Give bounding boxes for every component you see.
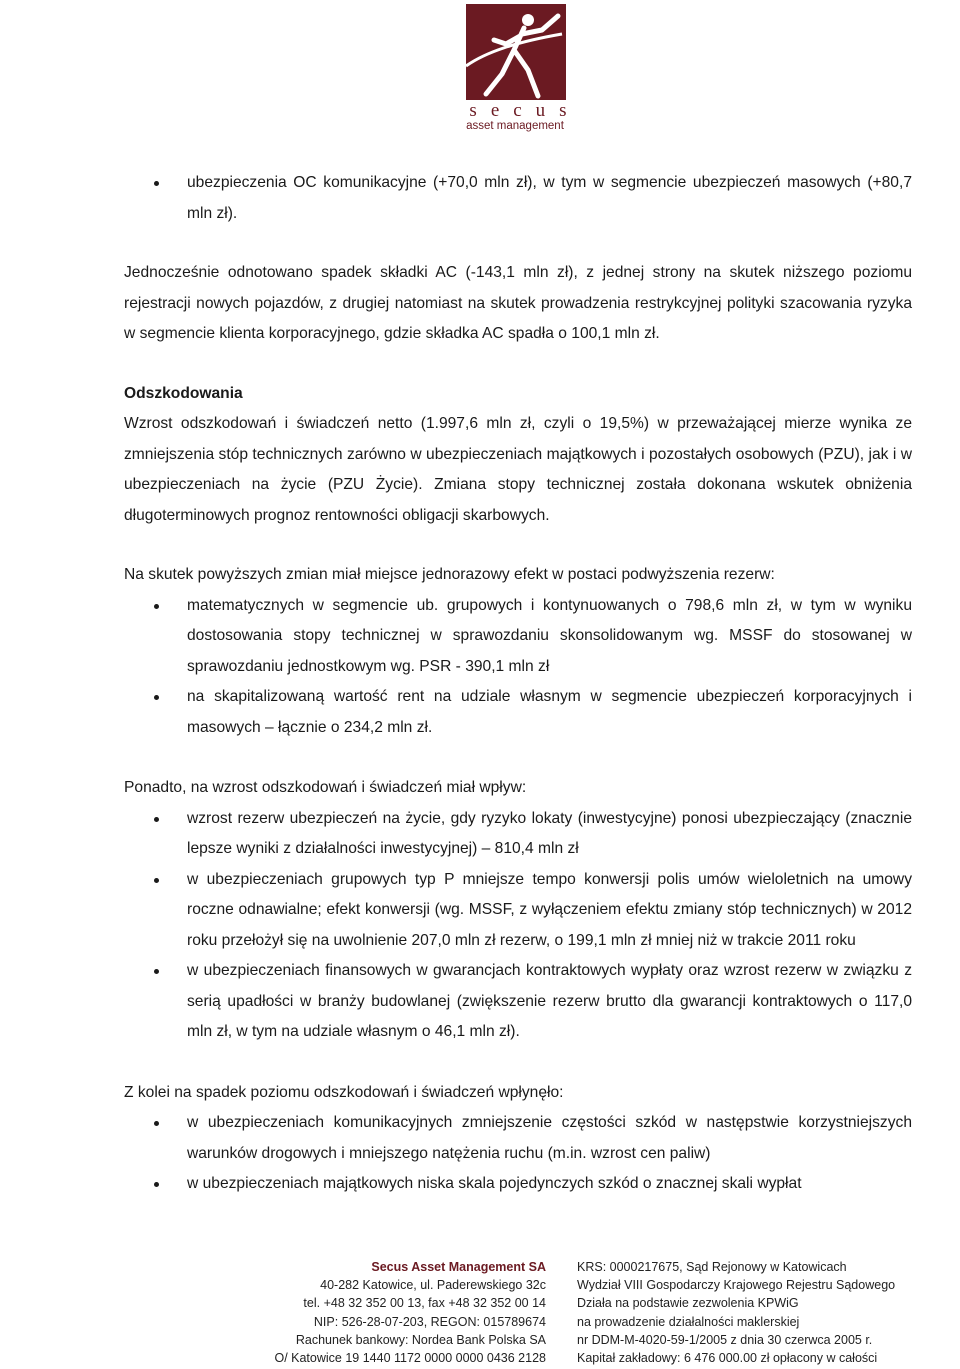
footer-registry-block <box>577 1258 895 1367</box>
paragraph-claims-growth: Wzrost odszkodowań i świadczeń netto (1.997,6 mln zł, czyli o 19,5%) w przeważającej mierze wynika ze zmniejszenia stóp technicznych zarówno w ubezpieczeniach majątkowych i pozostałych osobowych (PZU), jak i w ubezpieczeniach na życie (PZU Życie). Zmiana stopy technicznej została dokonana wskutek obniżenia długoterminowych prognoz rentowności obligacji skarbowych. <box>124 415 912 524</box>
logo-subtitle: asset management <box>466 120 564 132</box>
reserves-bullet-list <box>124 591 912 744</box>
factors-bullet-list <box>124 804 912 1048</box>
intro-bullet-list <box>124 168 912 229</box>
footer-court: Wydział VIII Gospodarczy Krajowego Rejestru Sądowego <box>577 1278 896 1293</box>
footer-company-name: Secus Asset Management SA <box>371 1260 546 1274</box>
footer-address-block <box>274 1258 546 1367</box>
footer-license-number: nr DDM-M-4020-59-1/2005 z dnia 30 czerwca 2005 r. <box>577 1332 873 1347</box>
footer-capital: Kapitał zakładowy: 6 476 000.00 zł opłacony w całości <box>577 1351 878 1366</box>
bullet-icon <box>154 604 159 609</box>
footer-tax-ids: NIP: 526-28-07-203, REGON: 015789674 <box>313 1314 546 1329</box>
bullet-icon <box>154 1121 159 1126</box>
paragraph-ac-premium: Jednocześnie odnotowano spadek składki AC (-143,1 mln zł), z jednej strony na skutek niższego poziomu rejestracji nowych pojazdów, z drugiej natomiast na skutek prowadzenia restrykcyjnej polityki szacowania ryzyka w segmencie klienta korporacyjnego, gdzie składka AC spadła o 100,1 mln zł. <box>124 264 912 342</box>
list-item: w ubezpieczeniach grupowych typ P mniejsze tempo konwersji polis umów wieloletnich na umowy roczne odnawialne; efekt konwersji (wg. MSSF, z wyłączeniem efektu zmiany stóp technicznych) w 2012 roku przełożył się na uwolnienie 207,0 mln zł rezerw, o 199,1 mln zł mniej niż w trakcie 2011 roku <box>124 865 912 957</box>
footer-bank-account: O/ Katowice 19 1440 1172 0000 0000 0436 2128 <box>274 1351 546 1366</box>
paragraph-additional-factors: Ponadto, na wzrost odszkodowań i świadczeń miał wpływ: <box>124 779 527 796</box>
section-heading: Odszkodowania <box>124 384 243 402</box>
footer-license: Działa na podstawie zezwolenia KPWiG <box>577 1296 799 1311</box>
runner-logo-icon <box>466 4 566 100</box>
list-item: w ubezpieczeniach majątkowych niska skala pojedynczych szkód o znacznej skali wypłat <box>124 1169 912 1200</box>
list-item: w ubezpieczeniach finansowych w gwarancjach kontraktowych wypłaty oraz wzrost rezerw w związku z serią upadłości w branży budowlanej (zwiększenie rezerw brutto dla gwarancji kontraktowych o 117,0 mln zł, w tym na udziale własnym o 46,1 mln zł). <box>124 956 912 1048</box>
footer-address: 40-282 Katowice, ul. Paderewskiego 32c <box>320 1278 546 1293</box>
document-body <box>124 168 912 1200</box>
decrease-bullet-list <box>124 1108 912 1200</box>
logo-wordmark: secus <box>469 100 581 121</box>
list-item: ubezpieczenia OC komunikacyjne (+70,0 mln zł), w tym w segmencie ubezpieczeń masowych (+80,7 mln zł). <box>124 168 912 229</box>
footer-activity: na prowadzenie działalności maklerskiej <box>577 1314 800 1329</box>
list-item: na skapitalizowaną wartość rent na udziale własnym w segmencie ubezpieczeń korporacyjnych i masowych – łącznie o 234,2 mln zł. <box>124 682 912 743</box>
paragraph-decrease-factors: Z kolei na spadek poziomu odszkodowań i świadczeń wpłynęło: <box>124 1083 564 1101</box>
bullet-icon <box>154 969 159 974</box>
list-item: matematycznych w segmencie ub. grupowych i kontynuowanych o 798,6 mln zł, w tym w wyniku dostosowania stopy technicznej w sprawozdaniu skonsolidowanym wg. MSSF do stosowanej w sprawozdaniu jednostkowym wg. PSR - 390,1 mln zł <box>124 591 912 683</box>
bullet-icon <box>154 878 159 883</box>
bullet-icon <box>154 1182 159 1187</box>
list-item: w ubezpieczeniach komunikacyjnych zmniejszenie częstości szkód w następstwie korzystniejszych warunków drogowych i mniejszego natężenia ruchu (m.in. wzrost cen paliw) <box>124 1108 912 1169</box>
bullet-icon <box>154 695 159 700</box>
paragraph-reserves-intro: Na skutek powyższych zmian miał miejsce jednorazowy efekt w postaci podwyższenia rezerw: <box>124 566 775 583</box>
company-logo <box>440 4 590 132</box>
footer-bank: Rachunek bankowy: Nordea Bank Polska SA <box>295 1332 546 1347</box>
bullet-icon <box>154 817 159 822</box>
footer-phone: tel. +48 32 352 00 13, fax +48 32 352 00 14 <box>303 1296 546 1311</box>
footer-krs: KRS: 0000217675, Sąd Rejonowy w Katowicach <box>577 1260 847 1274</box>
bullet-icon <box>154 181 159 186</box>
page-footer <box>0 1258 960 1369</box>
list-item: wzrost rezerw ubezpieczeń na życie, gdy ryzyko lokaty (inwestycyjne) ponosi ubezpieczający (znacznie lepsze wyniki z działalności inwestycyjnej) – 810,4 mln zł <box>124 804 912 865</box>
